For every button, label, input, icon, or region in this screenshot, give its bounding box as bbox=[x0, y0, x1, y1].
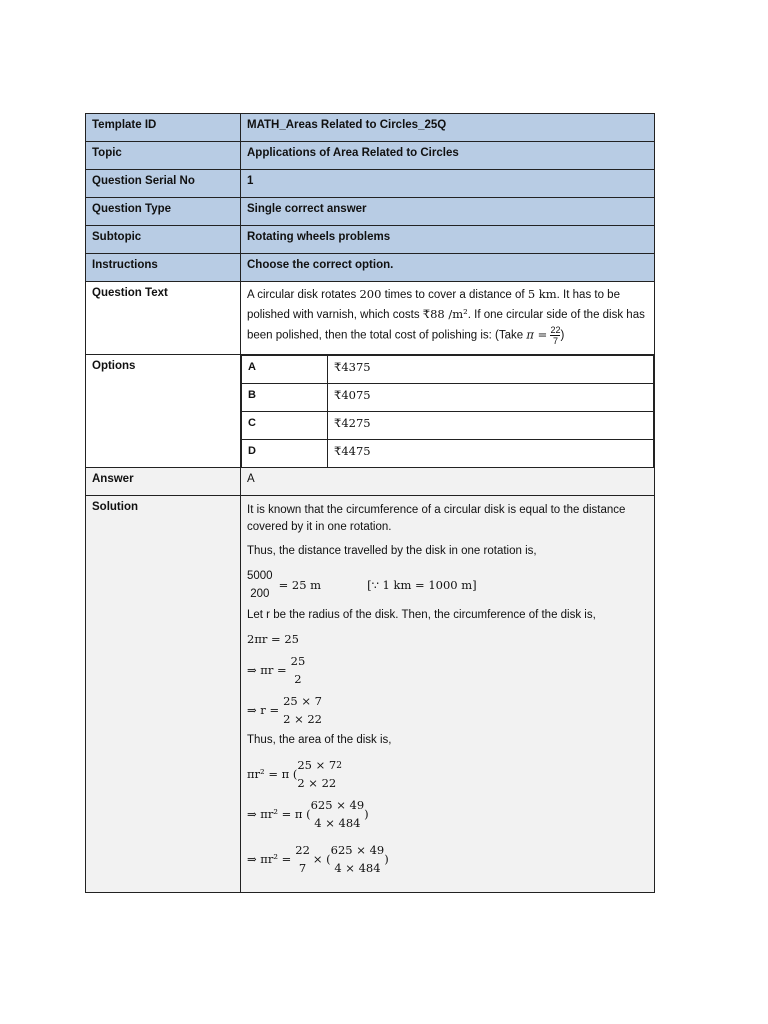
option-value: ₹4475 bbox=[328, 440, 654, 468]
eq4-lhs: πr² = π ( bbox=[247, 766, 298, 781]
template-id-label: Template ID bbox=[86, 114, 241, 142]
question-distance: 5 km bbox=[527, 287, 557, 301]
fraction-denominator: 2 bbox=[294, 672, 302, 686]
row-subtopic bbox=[86, 226, 655, 254]
fraction-denominator: 7 bbox=[298, 861, 307, 875]
option-row-c[interactable] bbox=[242, 412, 654, 440]
fraction-25x7-2x22-area bbox=[297, 756, 336, 792]
equation-r bbox=[247, 692, 648, 728]
options-cell bbox=[241, 355, 655, 468]
instructions-label: Instructions bbox=[86, 254, 241, 282]
question-cost: ₹88 /m² bbox=[422, 307, 468, 321]
subtopic-label: Subtopic bbox=[86, 226, 241, 254]
option-row-a[interactable] bbox=[242, 356, 654, 384]
fraction-625x49-4x484-b bbox=[331, 841, 385, 877]
eq5-lhs: ⇒ πr² = π ( bbox=[247, 806, 311, 821]
solution-label: Solution bbox=[86, 496, 241, 893]
option-letter: A bbox=[242, 356, 328, 384]
fraction-625x49-4x484 bbox=[311, 796, 365, 832]
solution-thus-area: Thus, the area of the disk is, bbox=[247, 734, 392, 746]
option-value: ₹4375 bbox=[328, 356, 654, 384]
row-instructions bbox=[86, 254, 655, 282]
option-value: ₹4275 bbox=[328, 412, 654, 440]
fraction-25-2 bbox=[291, 652, 306, 688]
question-serial-value: 1 bbox=[241, 170, 655, 198]
question-close: ) bbox=[560, 329, 565, 342]
row-answer bbox=[86, 468, 655, 496]
fraction-denominator: 4 × 484 bbox=[314, 816, 361, 830]
fraction-numerator: 625 × 49 bbox=[310, 798, 365, 812]
answer-value: A bbox=[241, 468, 655, 496]
row-topic bbox=[86, 142, 655, 170]
question-pi-fraction bbox=[550, 325, 560, 346]
topic-value: Applications of Area Related to Circles bbox=[241, 142, 655, 170]
question-pi-eq: π = bbox=[526, 327, 548, 342]
equation-circumference: 2πr = 25 bbox=[247, 632, 299, 646]
template-sheet bbox=[85, 113, 655, 893]
eq4-power: 2 bbox=[336, 761, 342, 771]
fraction-25x7-2x22 bbox=[283, 692, 322, 728]
fraction-denominator: 4 × 484 bbox=[334, 861, 381, 875]
fraction-numerator: 25 × 7 bbox=[297, 758, 337, 772]
instructions-value: Choose the correct option. bbox=[241, 254, 655, 282]
question-part3: . It has to be polished with varnish, which costs bbox=[247, 289, 620, 321]
question-rotations: 200 bbox=[359, 287, 382, 301]
pi-numerator: 22 bbox=[550, 325, 561, 335]
km-conversion-note: [∵ 1 km = 1000 m] bbox=[367, 577, 477, 592]
equation-area-3: ⇒ πr² = 22 7 × ( 625 × 49 4 × 484 ) bbox=[247, 843, 389, 875]
fraction-numerator: 25 × 7 bbox=[283, 694, 322, 708]
options-table bbox=[241, 355, 654, 467]
fraction-numerator: 25 bbox=[290, 654, 306, 668]
pi-denominator: 7 bbox=[552, 336, 558, 346]
topic-label: Topic bbox=[86, 142, 241, 170]
option-row-d[interactable] bbox=[242, 440, 654, 468]
solution-let-r: Let r be the radius of the disk. Then, the circumference of the disk is, bbox=[247, 609, 596, 621]
row-question-type bbox=[86, 198, 655, 226]
solution-thus-distance: Thus, the distance travelled by the disk in one rotation is, bbox=[247, 545, 537, 557]
equation-area-2: ⇒ πr² = π ( 625 × 49 4 × 484 ) bbox=[247, 798, 369, 830]
row-question-serial bbox=[86, 170, 655, 198]
answer-label: Answer bbox=[86, 468, 241, 496]
equation-distance-per-rotation bbox=[247, 567, 648, 603]
eq2-lhs: ⇒ πr = bbox=[247, 662, 287, 677]
question-text-value bbox=[241, 282, 655, 355]
question-part1: A circular disk rotates bbox=[247, 289, 360, 301]
distance-result: = 25 m bbox=[278, 577, 322, 592]
option-row-b[interactable] bbox=[242, 384, 654, 412]
row-solution bbox=[86, 496, 655, 893]
equation-pi-r bbox=[247, 652, 648, 688]
template-id-value: MATH_Areas Related to Circles_25Q bbox=[241, 114, 655, 142]
option-letter: B bbox=[242, 384, 328, 412]
question-part2: times to cover a distance of bbox=[381, 289, 528, 301]
row-options bbox=[86, 355, 655, 468]
eq3-lhs: ⇒ r = bbox=[247, 702, 280, 717]
eq6-lhs: ⇒ πr² = bbox=[247, 851, 292, 866]
equation-area-1 bbox=[247, 756, 648, 792]
solution-body bbox=[241, 496, 655, 893]
option-letter: D bbox=[242, 440, 328, 468]
question-text-label: Question Text bbox=[86, 282, 241, 355]
fraction-22-7 bbox=[295, 841, 310, 877]
subtopic-value: Rotating wheels problems bbox=[241, 226, 655, 254]
question-type-label: Question Type bbox=[86, 198, 241, 226]
option-value: ₹4075 bbox=[328, 384, 654, 412]
question-template-table bbox=[85, 113, 655, 893]
question-part4: . If one circular side of the disk has been polished, then the total cost of polishing is: (Take bbox=[247, 309, 645, 342]
row-template-id bbox=[86, 114, 655, 142]
fraction-numerator: 5000 bbox=[247, 570, 273, 582]
fraction-denominator: 2 × 22 bbox=[283, 712, 322, 726]
fraction-denominator: 2 × 22 bbox=[297, 776, 337, 790]
question-serial-label: Question Serial No bbox=[86, 170, 241, 198]
row-question-text bbox=[86, 282, 655, 355]
eq6-mid: × ( bbox=[312, 851, 331, 866]
question-type-value: Single correct answer bbox=[241, 198, 655, 226]
fraction-numerator: 22 bbox=[295, 843, 310, 857]
fraction-5000-200 bbox=[247, 567, 273, 603]
fraction-numerator: 625 × 49 bbox=[330, 843, 385, 857]
option-letter: C bbox=[242, 412, 328, 440]
solution-intro: It is known that the circumference of a circular disk is equal to the distance covered by it in one rotation. bbox=[247, 504, 626, 533]
fraction-denominator: 200 bbox=[250, 588, 270, 600]
options-label: Options bbox=[86, 355, 241, 468]
